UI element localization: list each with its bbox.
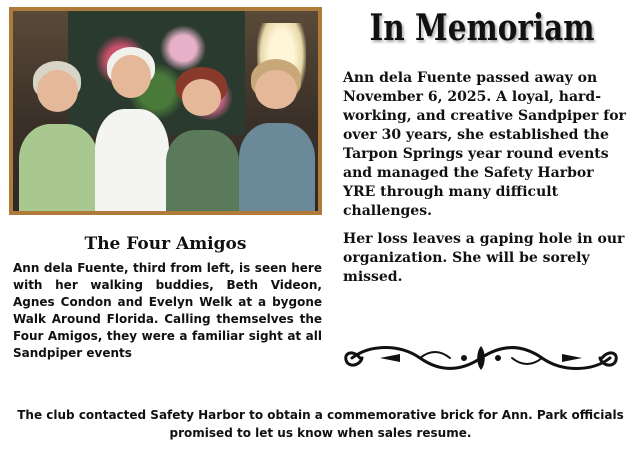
photo-frame	[9, 7, 322, 215]
group-photo	[13, 11, 318, 211]
article-paragraph: Her loss leaves a gaping hole in our organization. She will be sorely missed.	[343, 231, 625, 285]
footer-note: The club contacted Safety Harbor to obtain a commemorative brick for Ann. Park officials promised to let us know when sales resume.	[17, 408, 624, 440]
person-3	[166, 67, 239, 211]
person-2	[95, 47, 168, 211]
caption-title: The Four Amigos	[84, 234, 247, 254]
person-4	[239, 59, 315, 211]
article-body	[343, 69, 629, 296]
page-heading: In Memoriam	[369, 7, 595, 49]
article-paragraph: Ann dela Fuente passed away on November 6, 2025. A loyal, hard-working, and creative Sandpiper for over 30 years, she established the Tarpon Springs year round events and managed the Safety Harbor YRE through many difficult challenges.	[343, 70, 626, 219]
caption-text: Ann dela Fuente, third from left, is seen here with her walking buddies, Beth Videon, Agnes Condon and Evelyn Welk at a bygone Walk Around Florida. Calling themselves the Four Amigos, they were a familiar sight at all Sandpiper events	[13, 261, 322, 360]
person-1	[19, 61, 98, 211]
ornament-divider-icon	[340, 340, 622, 376]
